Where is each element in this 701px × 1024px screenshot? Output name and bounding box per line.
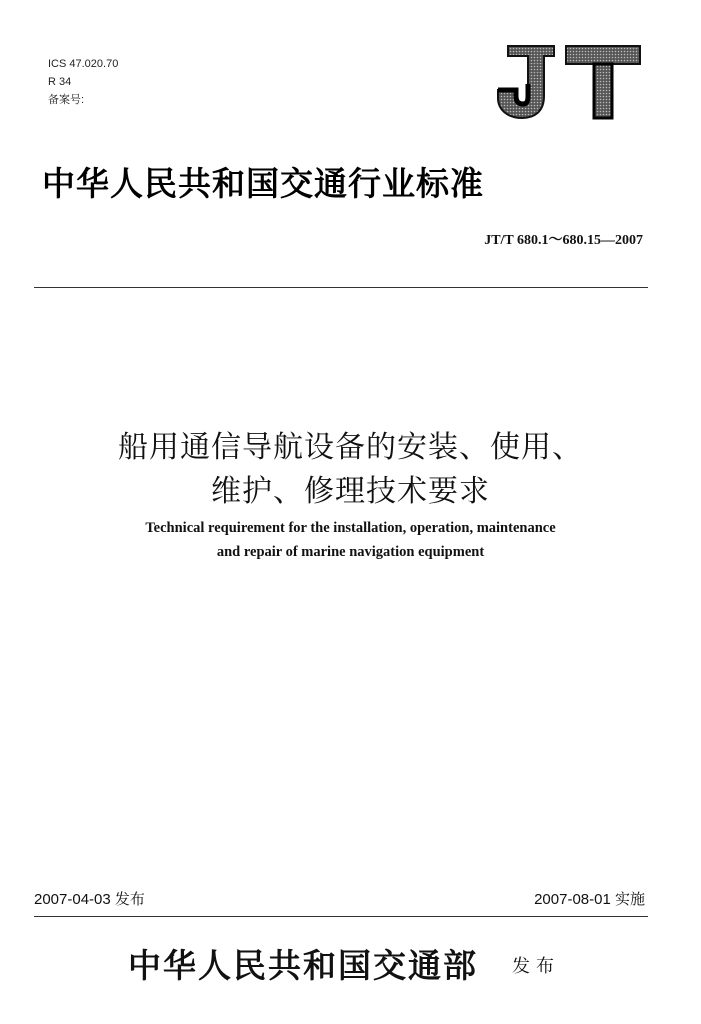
classification-block bbox=[48, 55, 118, 109]
chinese-title-line-1: 船用通信导航设备的安装、使用、 bbox=[118, 430, 583, 465]
standard-category-title: 中华人民共和国交通行业标准 bbox=[42, 164, 484, 203]
english-title-line-1: Technical requirement for the installation, operation, maintenance bbox=[145, 520, 556, 536]
publish-date: 2007-04-03 发布 bbox=[34, 891, 145, 908]
standard-number: JT/T 680.1～680.15—2007 bbox=[484, 233, 643, 248]
english-title-line-2: and repair of marine navigation equipment bbox=[216, 544, 485, 560]
record-number-label: 备案号: bbox=[48, 94, 85, 106]
jt-logo bbox=[494, 44, 644, 120]
ics-code: ICS 47.020.70 bbox=[48, 58, 119, 70]
implementation-date: 2007-08-01 实施 bbox=[534, 891, 645, 908]
issuing-authority: 中华人民共和国交通部 bbox=[128, 946, 478, 985]
chinese-title-line-2: 维护、修理技术要求 bbox=[211, 474, 490, 509]
ccs-code: R 34 bbox=[48, 76, 72, 88]
top-divider bbox=[34, 287, 648, 288]
bottom-divider bbox=[34, 916, 648, 917]
issue-label: 发布 bbox=[512, 956, 560, 977]
